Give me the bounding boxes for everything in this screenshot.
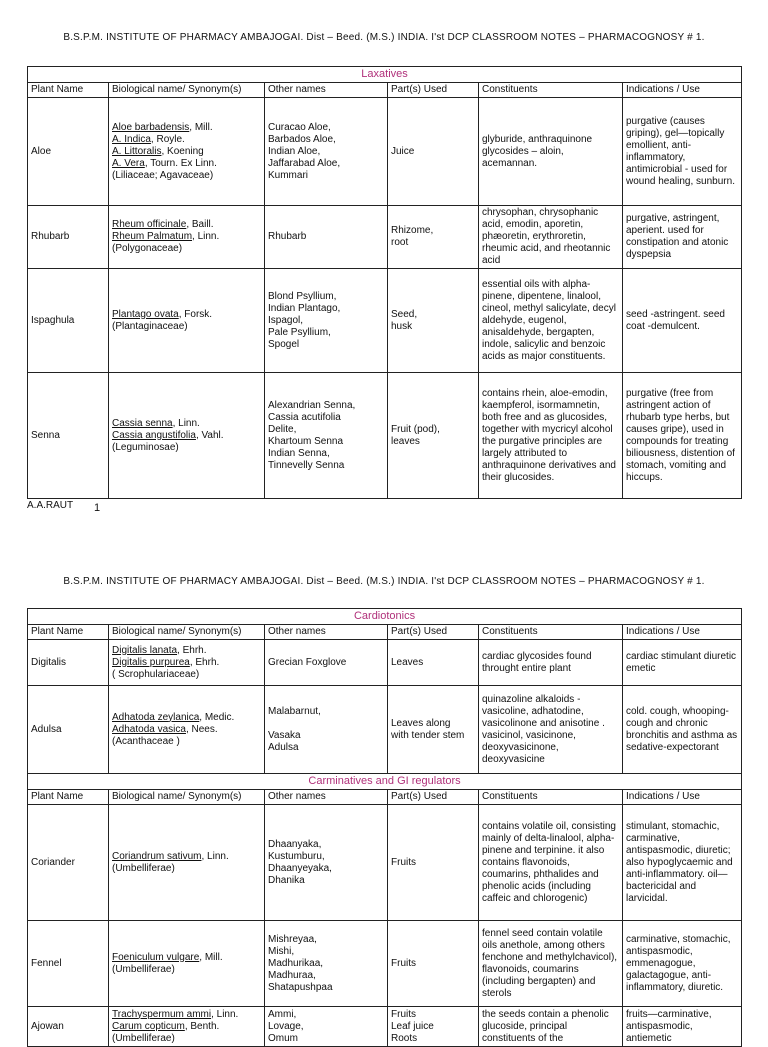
other-name: Ammi, bbox=[268, 1008, 297, 1020]
other-name: Delite, bbox=[268, 423, 297, 435]
indications-cell: purgative (free from astringent action of rhubarb type herbs, but causes gripe), used in compounds for treating biliousness, distention of stomach, vomiting and hiccups. bbox=[623, 373, 742, 499]
part-used: with tender stem bbox=[391, 729, 465, 741]
botanical-name-detail: , Mill. bbox=[189, 121, 213, 133]
part-used: Fruit (pod), bbox=[391, 423, 440, 435]
part-used: Juice bbox=[391, 145, 415, 157]
table-row bbox=[28, 269, 742, 373]
botanical-name-detail: (Leguminosae) bbox=[112, 441, 179, 453]
part-used: Leaf juice bbox=[391, 1020, 434, 1032]
page-header: B.S.P.M. INSTITUTE OF PHARMACY AMBAJOGAI. Dist – Beed. (M.S.) INDIA. I'st DCP CLASSROOM NOTES – PHARMACOGNOSY # 1. bbox=[63, 32, 705, 43]
botanical-name-detail: , Royle. bbox=[150, 133, 185, 145]
plant-name-cell: Rhubarb bbox=[28, 206, 109, 269]
column-header: Other names bbox=[265, 625, 388, 640]
parts-used-cell bbox=[388, 686, 479, 774]
constituents-cell: cardiac glycosides found throught entire plant bbox=[479, 640, 623, 686]
biological-name-cell bbox=[109, 98, 265, 206]
footer-author: A.A.RAUT bbox=[27, 500, 74, 511]
other-name: Pale Psyllium, bbox=[268, 326, 331, 338]
indications-cell: fruits—carminative, antispasmodic, antiemetic bbox=[623, 1007, 742, 1047]
botanical-name: A. Indica bbox=[112, 133, 151, 145]
other-name: Indian Plantago, bbox=[268, 302, 341, 314]
part-used: Seed, bbox=[391, 308, 418, 320]
biological-name-cell bbox=[109, 269, 265, 373]
other-name: Blond Psyllium, bbox=[268, 290, 337, 302]
column-header: Constituents bbox=[479, 625, 623, 640]
botanical-name-detail: (Acanthaceae ) bbox=[112, 735, 180, 747]
biological-name-cell bbox=[109, 1007, 265, 1047]
botanical-name: Rheum Palmatum bbox=[112, 231, 193, 242]
column-header: Biological name/ Synonym(s) bbox=[109, 790, 265, 805]
constituents-cell: fennel seed contain volatile oils anethole, among others fenchone and methylchavicol), flavonoids, coumarins (including bergapten) and sterols bbox=[479, 921, 623, 1007]
other-name: Omum bbox=[268, 1032, 298, 1044]
botanical-name: Coriandrum sativum bbox=[112, 850, 202, 862]
parts-used-cell bbox=[388, 640, 479, 686]
botanical-name-detail: (Umbelliferae) bbox=[112, 963, 175, 975]
other-name: Dhaanyeyaka, bbox=[268, 862, 332, 874]
other-name: Mishreyaa, bbox=[268, 933, 317, 945]
constituents-cell: the seeds contain a phenolic glucoside, principal constituents of the bbox=[479, 1007, 623, 1047]
laxatives-table bbox=[27, 66, 742, 499]
biological-name-cell bbox=[109, 373, 265, 499]
indications-cell: cold. cough, whooping-cough and chronic bronchitis and asthma as sedative-expectorant bbox=[623, 686, 742, 774]
botanical-name: Plantago ovata bbox=[112, 308, 179, 320]
botanical-name-detail: , Vahl. bbox=[195, 429, 224, 441]
column-header: Part(s) Used bbox=[388, 790, 479, 805]
botanical-name-detail: , Nees. bbox=[185, 723, 218, 735]
botanical-name-detail: , Linn. bbox=[192, 231, 220, 242]
other-name: Dhaanyaka, bbox=[268, 838, 322, 850]
parts-used-cell bbox=[388, 921, 479, 1007]
botanical-name-detail: ( Scrophulariaceae) bbox=[112, 668, 200, 680]
plant-name-cell: Ispaghula bbox=[28, 269, 109, 373]
indications-cell: stimulant, stomachic, carminative, antispasmodic, diuretic; also hypoglycaemic and anti-inflammatory. oil—bactericidal and larvicidal. bbox=[623, 805, 742, 921]
other-name: Tinnevelly Senna bbox=[268, 459, 345, 471]
other-name: Shatapushpaa bbox=[268, 981, 333, 993]
other-names-cell bbox=[265, 921, 388, 1007]
parts-used-cell bbox=[388, 373, 479, 499]
other-name: Madhurikaa, bbox=[268, 957, 324, 969]
constituents-cell: chrysophan, chrysophanic acid, emodin, aporetin, phæoretin, erythroretin, rheumic acid, and rheotannic acid bbox=[479, 206, 623, 269]
botanical-name-detail: (Plantaginaceae) bbox=[112, 320, 188, 332]
botanical-name-detail: (Umbelliferae) bbox=[112, 1032, 175, 1044]
botanical-name: Foeniculum vulgare bbox=[112, 951, 200, 963]
part-used: Rhizome, bbox=[391, 225, 434, 236]
botanical-name-detail: , Linn. bbox=[211, 1008, 239, 1020]
table-row bbox=[28, 98, 742, 206]
section-title-cardiotonics: Cardiotonics bbox=[28, 609, 742, 625]
column-header: Indications / Use bbox=[623, 83, 742, 98]
part-used: husk bbox=[391, 320, 413, 332]
table-header-row bbox=[28, 790, 742, 805]
footer-page-number: 1 bbox=[94, 502, 101, 514]
column-header: Biological name/ Synonym(s) bbox=[109, 83, 265, 98]
indications-cell: carminative, stomachic, antispasmodic, emmenagogue, galactagogue, anti-inflammatory, diuretic. bbox=[623, 921, 742, 1007]
other-name: Alexandrian Senna, bbox=[268, 399, 356, 411]
botanical-name-detail: , Benth. bbox=[184, 1020, 220, 1032]
column-header: Other names bbox=[265, 83, 388, 98]
botanical-name: Digitalis lanata bbox=[112, 644, 178, 656]
botanical-name-detail: , Baill. bbox=[186, 219, 214, 230]
other-name: Indian Senna, bbox=[268, 447, 330, 459]
table-header-row bbox=[28, 83, 742, 98]
constituents-cell: glyburide, anthraquinone glycosides – aloin, acemannan. bbox=[479, 98, 623, 206]
other-names-cell bbox=[265, 1007, 388, 1047]
plant-name-cell: Digitalis bbox=[28, 640, 109, 686]
column-header: Constituents bbox=[479, 83, 623, 98]
parts-used-cell bbox=[388, 206, 479, 269]
column-header: Plant Name bbox=[28, 625, 109, 640]
plant-name-cell: Senna bbox=[28, 373, 109, 499]
botanical-name-detail: , Forsk. bbox=[178, 308, 213, 320]
other-name: Spogel bbox=[268, 338, 300, 350]
botanical-name-detail: (Liliaceae; Agavaceae) bbox=[112, 169, 214, 181]
other-name: Barbados Aloe, bbox=[268, 133, 336, 145]
indications-cell: seed -astringent. seed coat -demulcent. bbox=[623, 269, 742, 373]
part-used: Fruits bbox=[391, 957, 416, 969]
biological-name-cell bbox=[109, 921, 265, 1007]
table-row bbox=[28, 805, 742, 921]
botanical-name-detail: , Mill. bbox=[199, 951, 223, 963]
other-names-cell bbox=[265, 373, 388, 499]
constituents-cell: contains volatile oil, consisting mainly of delta-linalool, alpha-pinene and terpinine. it also contains flavonoids, coumarins, phthalides and phenolic acids (including caffeic and chlorogenic) bbox=[479, 805, 623, 921]
botanical-name: Cassia senna bbox=[112, 417, 173, 429]
column-header: Constituents bbox=[479, 790, 623, 805]
other-name: Rhubarb bbox=[268, 231, 307, 242]
other-name: Madhuraa, bbox=[268, 969, 316, 981]
parts-used-cell bbox=[388, 805, 479, 921]
botanical-name: Digitalis purpurea bbox=[112, 656, 190, 668]
other-names-cell bbox=[265, 98, 388, 206]
plant-name-cell: Ajowan bbox=[28, 1007, 109, 1047]
column-header: Biological name/ Synonym(s) bbox=[109, 625, 265, 640]
botanical-name: Adhatoda vasica bbox=[112, 723, 186, 735]
other-name: Malabarnut, bbox=[268, 705, 321, 717]
botanical-name: Carum copticum bbox=[112, 1020, 185, 1032]
biological-name-cell bbox=[109, 805, 265, 921]
part-used: root bbox=[391, 237, 409, 248]
botanical-name-detail: (Umbelliferae) bbox=[112, 862, 175, 874]
table-row bbox=[28, 921, 742, 1007]
table-row bbox=[28, 686, 742, 774]
botanical-name-detail: , Ehrh. bbox=[189, 656, 220, 668]
botanical-name: Cassia angustifolia bbox=[112, 429, 196, 441]
biological-name-cell bbox=[109, 206, 265, 269]
other-names-cell bbox=[265, 269, 388, 373]
constituents-cell: essential oils with alpha-pinene, dipentene, linalool, cineol, methyl salicylate, decyl aldehyde, eugenol, anisaldehyde, bergapten, indole, salicylic and benzoic acids as major constituents. bbox=[479, 269, 623, 373]
other-name: Khartoum Senna bbox=[268, 435, 344, 447]
table-header-row bbox=[28, 625, 742, 640]
botanical-name-detail: (Polygonaceae) bbox=[112, 243, 183, 254]
column-header: Indications / Use bbox=[623, 790, 742, 805]
parts-used-cell bbox=[388, 269, 479, 373]
indications-cell: purgative, astringent, aperient. used for constipation and atonic dyspepsia bbox=[623, 206, 742, 269]
other-name: Vasaka bbox=[268, 729, 301, 741]
part-used: leaves bbox=[391, 435, 420, 447]
other-names-cell bbox=[265, 686, 388, 774]
other-names-cell bbox=[265, 640, 388, 686]
other-name: Cassia acutifolia bbox=[268, 411, 341, 423]
table-row bbox=[28, 206, 742, 269]
column-header: Part(s) Used bbox=[388, 83, 479, 98]
other-name: Dhanika bbox=[268, 874, 305, 886]
other-name: Grecian Foxglove bbox=[268, 656, 347, 668]
constituents-cell: quinazoline alkaloids - vasicoline, adhatodine, vasicolinone and anisotine . vasicinol, vasicinone, deoxyvasicinone, deoxyvasicine bbox=[479, 686, 623, 774]
botanical-name-detail: , Linn. bbox=[201, 850, 229, 862]
other-name: Mishi, bbox=[268, 945, 295, 957]
table-row bbox=[28, 640, 742, 686]
parts-used-cell bbox=[388, 1007, 479, 1047]
other-name: Ispagol, bbox=[268, 314, 304, 326]
parts-used-cell bbox=[388, 98, 479, 206]
plant-name-cell: Fennel bbox=[28, 921, 109, 1007]
other-name: Indian Aloe, bbox=[268, 145, 321, 157]
other-name: Curacao Aloe, bbox=[268, 121, 331, 133]
column-header: Plant Name bbox=[28, 790, 109, 805]
botanical-name: Trachyspermum ammi bbox=[112, 1008, 212, 1020]
plant-name-cell: Aloe bbox=[28, 98, 109, 206]
botanical-name-detail: , Tourn. Ex Linn. bbox=[144, 157, 217, 169]
column-header: Plant Name bbox=[28, 83, 109, 98]
biological-name-cell bbox=[109, 640, 265, 686]
section-title-carminatives: Carminatives and GI regulators bbox=[28, 774, 742, 790]
plant-name-cell: Coriander bbox=[28, 805, 109, 921]
botanical-name: Adhatoda zeylanica bbox=[112, 711, 200, 723]
other-name: Jaffarabad Aloe, bbox=[268, 157, 341, 169]
botanical-name-detail: , Ehrh. bbox=[177, 644, 207, 656]
page-header: B.S.P.M. INSTITUTE OF PHARMACY AMBAJOGAI. Dist – Beed. (M.S.) INDIA. I'st DCP CLASSROOM NOTES – PHARMACOGNOSY # 1. bbox=[63, 576, 705, 587]
botanical-name-detail: , Linn. bbox=[172, 417, 200, 429]
part-used: Leaves along bbox=[391, 717, 451, 729]
part-used: Fruits bbox=[391, 1008, 416, 1020]
plant-name-cell: Adulsa bbox=[28, 686, 109, 774]
part-used: Roots bbox=[391, 1032, 418, 1044]
other-names-cell bbox=[265, 206, 388, 269]
botanical-name: Aloe barbadensis bbox=[112, 121, 190, 133]
botanical-name: A. Vera bbox=[112, 157, 145, 169]
indications-cell: cardiac stimulant diuretic emetic bbox=[623, 640, 742, 686]
biological-name-cell bbox=[109, 686, 265, 774]
other-names-cell bbox=[265, 805, 388, 921]
other-name: Kummari bbox=[268, 169, 309, 181]
column-header: Other names bbox=[265, 790, 388, 805]
other-name: Kustumburu, bbox=[268, 850, 325, 862]
indications-cell: purgative (causes griping), gel—topically emollient, anti-inflammatory, antimicrobial - used for wound healing, sunburn. bbox=[623, 98, 742, 206]
other-name: Lovage, bbox=[268, 1020, 304, 1032]
part-used: Fruits bbox=[391, 856, 416, 868]
botanical-name: Rheum officinale bbox=[112, 219, 187, 230]
column-header: Part(s) Used bbox=[388, 625, 479, 640]
botanical-name: A. Littoralis bbox=[112, 145, 162, 157]
botanical-name-detail: , Medic. bbox=[199, 711, 235, 723]
table-row bbox=[28, 373, 742, 499]
constituents-cell: contains rhein, aloe-emodin, kaempferol, isormamnetin, both free and as glucosides, together with mycricyl alcohol the purgative principles are largely attributed to anthraquinone derivatives and their glucosides. bbox=[479, 373, 623, 499]
other-name: Adulsa bbox=[268, 741, 299, 753]
cardiotonics-table bbox=[27, 608, 742, 1047]
botanical-name-detail: , Koening bbox=[161, 145, 204, 157]
section-title-laxatives: Laxatives bbox=[28, 67, 742, 83]
column-header: Indications / Use bbox=[623, 625, 742, 640]
part-used: Leaves bbox=[391, 656, 424, 668]
table-row bbox=[28, 1007, 742, 1047]
